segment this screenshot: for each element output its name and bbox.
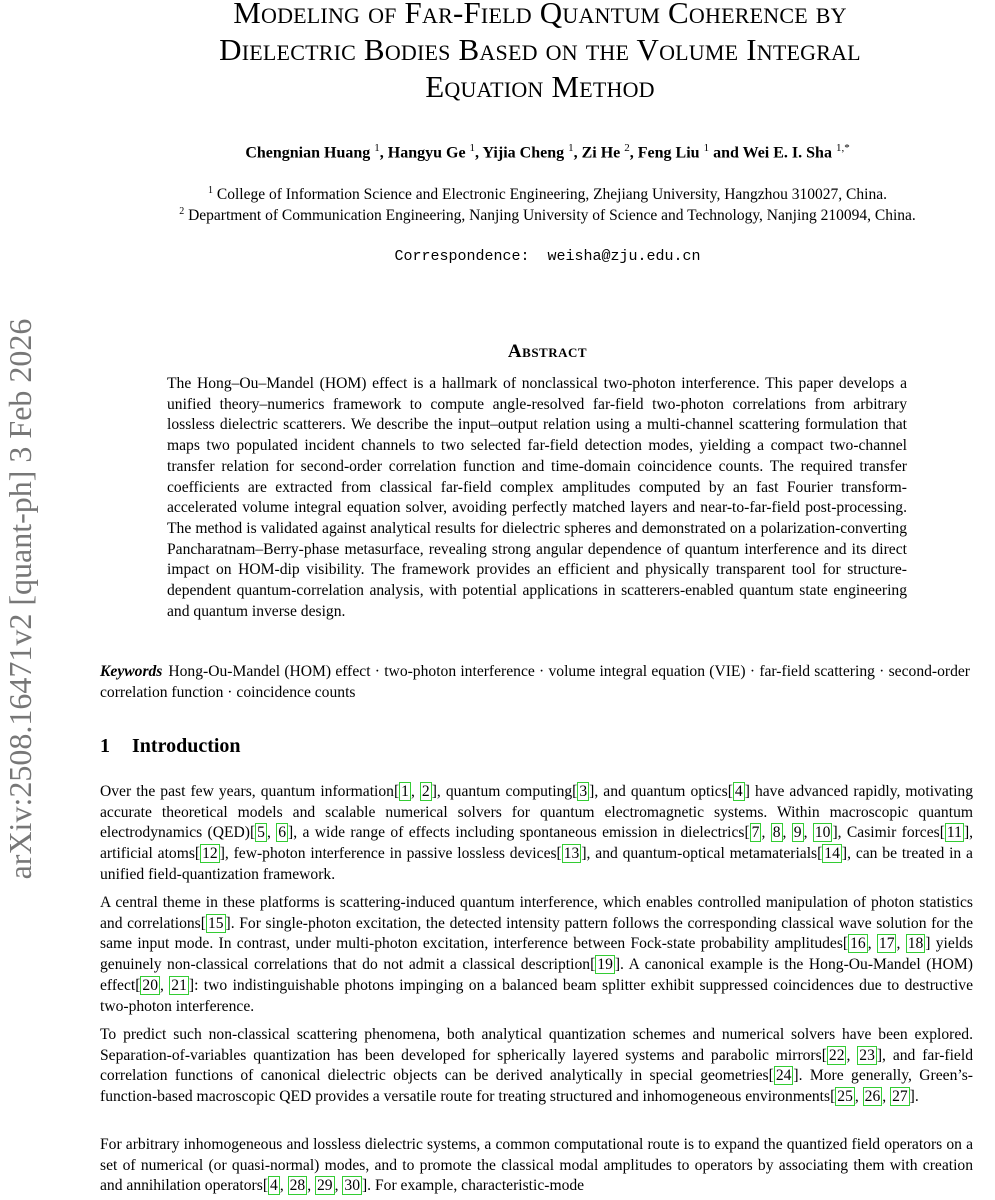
citation-link[interactable]: 13	[563, 845, 580, 863]
citation-link[interactable]: 2	[421, 783, 430, 800]
citation-link[interactable]: 6	[278, 824, 287, 842]
author-name: Feng Liu	[637, 144, 704, 162]
author-name: Zi He	[581, 144, 625, 162]
section-heading	[100, 735, 241, 758]
citation-link[interactable]: 29	[317, 1177, 333, 1195]
title-line: Equation Method	[425, 69, 655, 104]
citation-link[interactable]: 27	[892, 1088, 908, 1106]
citation-link[interactable]: 30	[344, 1177, 360, 1195]
author-name: Wei E. I. Sha	[742, 144, 836, 162]
paragraph: A central theme in these platforms is scattering-induced quantum interference, which enables controlled manipulation of photon statistics and correlations[ 15 ]. For single-photon excitation, the detected intensity pattern follows the corresponding classical wave solution for the same input mode. In contrast, under multi-photon excitation, interference between Fock-state probability amplitudes[ 16 , 17 , 18 ] yields genuinely non-classical correlations that do not admit a classical description[ 19 ]. A canonical example is the Hong-Ou-Mandel (HOM) effect[ 20 , 21 ]: two indistinguishable photons impinging on a balanced beam splitter exhibit suppressed coincidences due to destructive two-photon interference.	[100, 894, 974, 1015]
citation-link[interactable]: 20	[142, 976, 158, 994]
citation-link[interactable]: 11	[946, 824, 962, 842]
author-affiliation-mark: 2	[624, 142, 630, 154]
citation-link[interactable]: 8	[772, 824, 781, 842]
affiliation-text: Department of Communication Engineering, Nanjing University of Science and Technology, Nanjing 210094, China.	[188, 207, 916, 225]
citation-link[interactable]: 18	[907, 935, 924, 953]
paragraph: For arbitrary inhomogeneous and lossless dielectric systems, a common computational route is to expand the quantized field operators on a set of numerical (or quasi-normal) modes, and to promote the classical modal amplitudes to operators by associating them with creation and annihilation operators[ 4 , 28 , 29 , 30 ]. For example, characteristic-mode	[100, 1136, 973, 1195]
keyword: second-order correlation function	[100, 663, 971, 701]
correspondence	[100, 248, 995, 265]
paper-title	[120, 0, 960, 105]
citation-link[interactable]: 21	[171, 976, 187, 994]
author-affiliation-mark: 1	[703, 142, 710, 154]
section-title: Introduction	[132, 735, 241, 757]
citation-link[interactable]: 28	[289, 1177, 306, 1195]
citation-link[interactable]: 3	[579, 783, 588, 800]
citation-link[interactable]: 4	[270, 1177, 278, 1195]
author-affiliation-mark: 1,*	[835, 142, 850, 154]
affiliation-1	[100, 185, 995, 204]
citation-link[interactable]: 19	[597, 956, 613, 974]
citation-link[interactable]: 9	[793, 824, 802, 842]
author-name: Yijia Cheng	[482, 144, 569, 162]
citation-link[interactable]: 15	[207, 914, 224, 932]
affiliation-text: College of Information Science and Electronic Engineering, Zhejiang University, Hangzhou 310027, China.	[216, 186, 887, 204]
author-affiliation-mark: 1	[469, 142, 476, 154]
citation-link[interactable]: 24	[775, 1067, 792, 1085]
title-line: Modeling of Far-Field Quantum Coherence by	[233, 0, 847, 30]
citation-link[interactable]: 7	[751, 824, 760, 842]
abstract-text: The Hong–Ou–Mandel (HOM) effect is a hallmark of nonclassical two-photon interference. This paper develops a unified theory–numerics framework to compute angle-resolved far-field two-photon correlations from arbitrary lossless dielectric scatterers. We describe the input–output relation using a multi-channel scattering formulation that maps two populated incident channels to two selected far-field detection modes, yielding a compact two-channel transfer relation for second-order correlation function and time-domain coincidence counts. The required transfer coefficients are extracted from classical far-field complex amplitudes computed by an fast Fourier transform-accelerated volume integral equation solver, avoiding perfectly matched layers and near-to-far-field post-processing. The method is validated against analytical results for dielectric spheres and demonstrated on a polarization-converting Pancharatnam–Berry-phase metasurface, revealing strong angular dependence of quantum interference and its direct impact on HOM-dip visibility. The framework provides an efficient and physically transparent tool for structure-dependent quantum-correlation analysis, with potential applications in scatterers-enabled quantum state engineering and quantum inverse design.	[167, 375, 907, 620]
title-line: Dielectric Bodies Based on the Volume Integral	[219, 32, 861, 67]
keywords-label: Keywords	[100, 663, 163, 680]
keyword: far-field scattering	[759, 663, 875, 680]
citation-link[interactable]: 12	[202, 845, 218, 863]
affiliation-2	[100, 206, 995, 225]
citation-link[interactable]: 1	[401, 783, 409, 800]
author-name: Chengnian Huang	[245, 144, 375, 162]
author-affiliation-mark: 1	[374, 142, 380, 154]
citation-link[interactable]: 26	[864, 1088, 881, 1106]
citation-link[interactable]: 14	[824, 845, 840, 863]
citation-link[interactable]: 17	[878, 935, 895, 953]
arxiv-stamp: arXiv:2508.16471v2 [quant-ph] 3 Feb 2026	[2, 318, 38, 880]
citation-link[interactable]: 23	[859, 1046, 875, 1064]
citation-link[interactable]: 16	[850, 935, 866, 953]
keywords-list: Hong-Ou-Mandel (HOM) effect · two-photon interference · volume integral equation (VIE) · far-field scattering · second-order correlation function · coincidence counts	[100, 663, 971, 701]
citation-link[interactable]: 25	[837, 1088, 853, 1106]
citation-link[interactable]: 5	[257, 824, 265, 842]
paragraph: Over the past few years, quantum information[ 1 , 2 ], quantum computing[ 3 ], and quantum optics[ 4 ] have advanced rapidly, motivating accurate theoretical models and scalable numerical solvers for quantum electromagnetic systems. Within macroscopic quantum electrodynamics (QED)[ 5 , 6 ], a wide range of effects including spontaneous emission in dielectrics[ 7 , 8 , 9 , 10 ], Casimir forces[ 11 ], artificial atoms[ 12 ], few-photon interference in passive lossless devices[ 13 ], and quantum-optical metamaterials[ 14 ], can be treated in a unified field-quantization framework.	[100, 783, 974, 883]
keyword: coincidence counts	[236, 684, 356, 701]
section-number: 1	[100, 735, 110, 757]
affiliation-number: 1	[208, 185, 214, 196]
author-list: Chengnian Huang $^1$, Hangyu Ge $^1$, Yijia Cheng $^1$, Zi He $^2$, Feng Liu $^1$ and Wei E. I. Sha $^{1,*}$	[245, 142, 850, 162]
abstract-heading: Abstract	[507, 341, 588, 362]
citation-link[interactable]: 22	[828, 1046, 845, 1064]
citation-link[interactable]: 10	[814, 824, 831, 842]
affiliation-number: 2	[179, 206, 185, 217]
keyword: volume integral equation (VIE)	[548, 663, 746, 680]
keyword: Hong-Ou-Mandel (HOM) effect	[168, 663, 371, 680]
correspondence-label: Correspondence:	[394, 248, 530, 265]
keyword: two-photon interference	[384, 663, 535, 680]
author-affiliation-mark: 1	[568, 142, 574, 154]
correspondence-email[interactable]: weisha@zju.edu.cn	[547, 248, 701, 265]
citation-link[interactable]: 4	[734, 783, 743, 800]
paragraph: To predict such non-classical scattering phenomena, both analytical quantization schemes and numerical solvers have been explored. Separation-of-variables quantization has been developed for spherically layered systems and parabolic mirrors[ 22 , 23 ], and far-field correlation functions of canonical dielectric objects can be derived analytically in special geometries[ 24 ]. More generally, Green’s-function-based macroscopic QED provides a versatile route for treating structured and inhomogeneous environments[ 25 , 26 , 27 ].	[100, 1026, 973, 1106]
keywords	[100, 661, 970, 703]
author-name: Hangyu Ge	[387, 144, 470, 162]
